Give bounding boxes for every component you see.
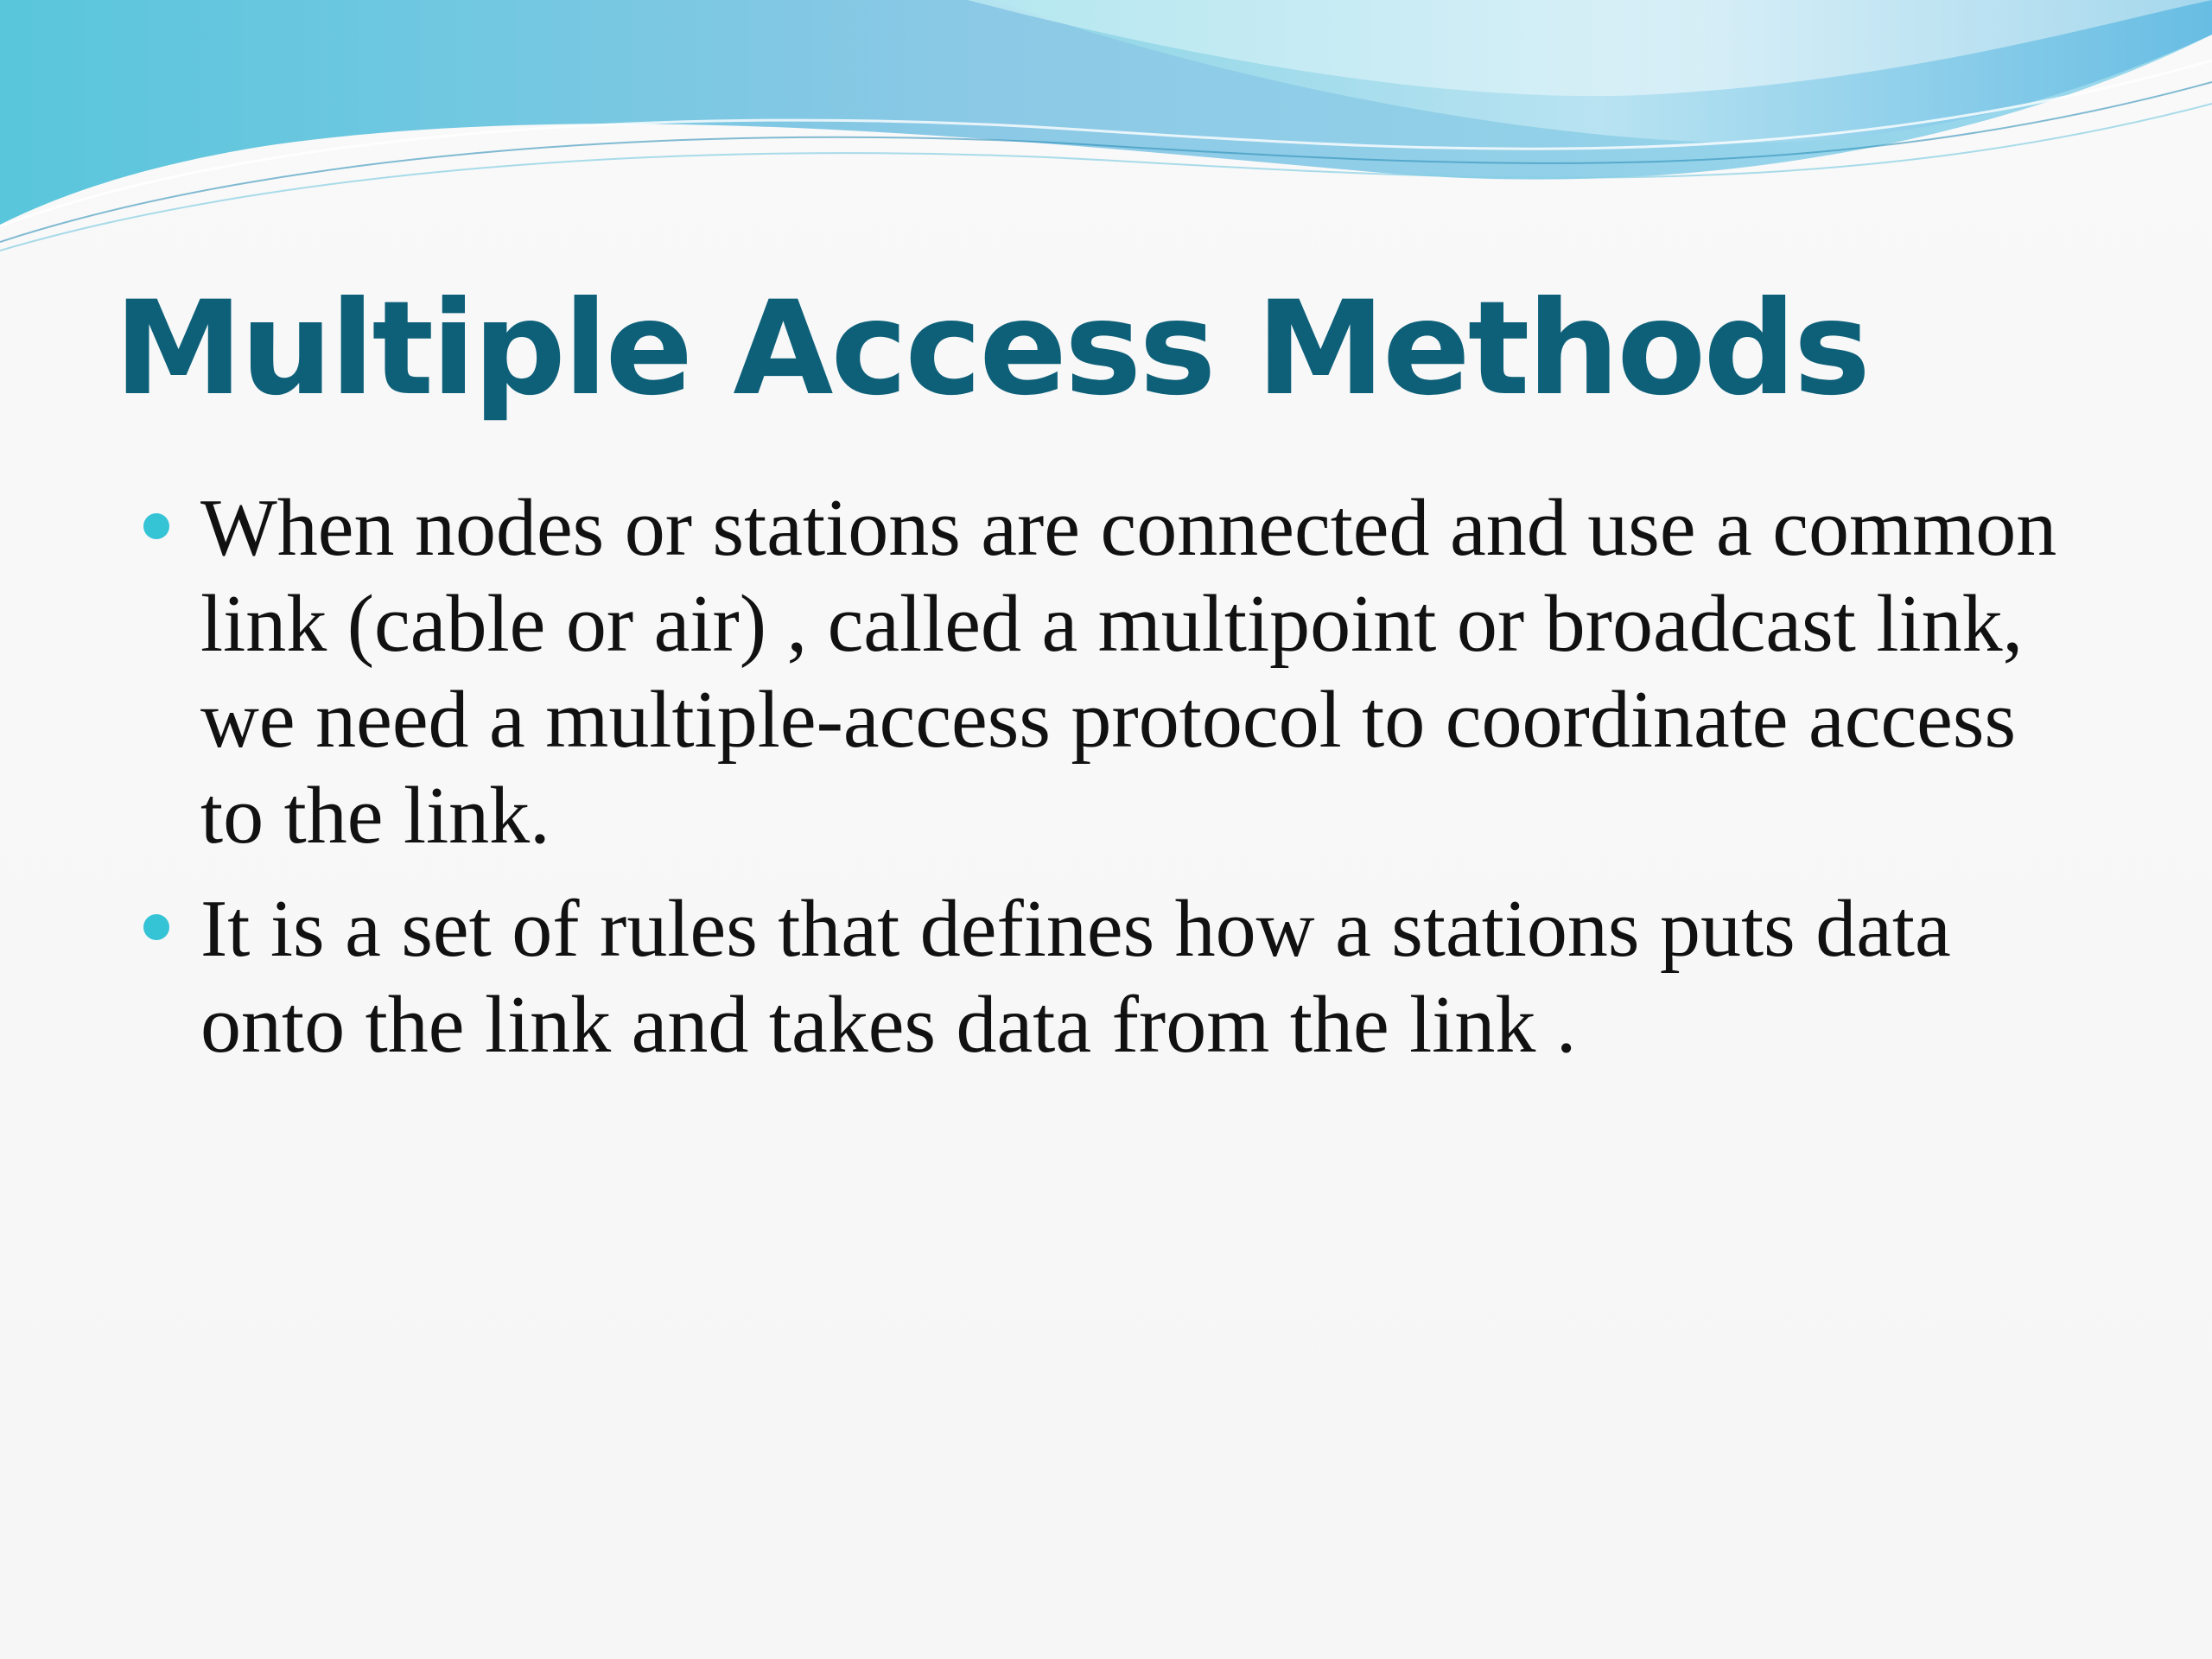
header-wave-decoration (0, 0, 2212, 259)
bullet-dot-icon (143, 513, 169, 539)
bullet-text: It is a set of rules that defines how a stations puts data onto the link and takes data from the link . (200, 884, 1951, 1070)
bullet-list (138, 480, 2091, 1090)
slide-title: Multiple Access Methods (114, 274, 1868, 424)
bullet-text: When nodes or stations are connected and use a common link (cable or air) , called a multipoint or broadcast link, we need a multiple-access protocol to coordinate access to the link. (200, 483, 2057, 861)
bullet-item (138, 480, 2091, 864)
bullet-dot-icon (143, 914, 169, 940)
bullet-item (138, 881, 2091, 1073)
